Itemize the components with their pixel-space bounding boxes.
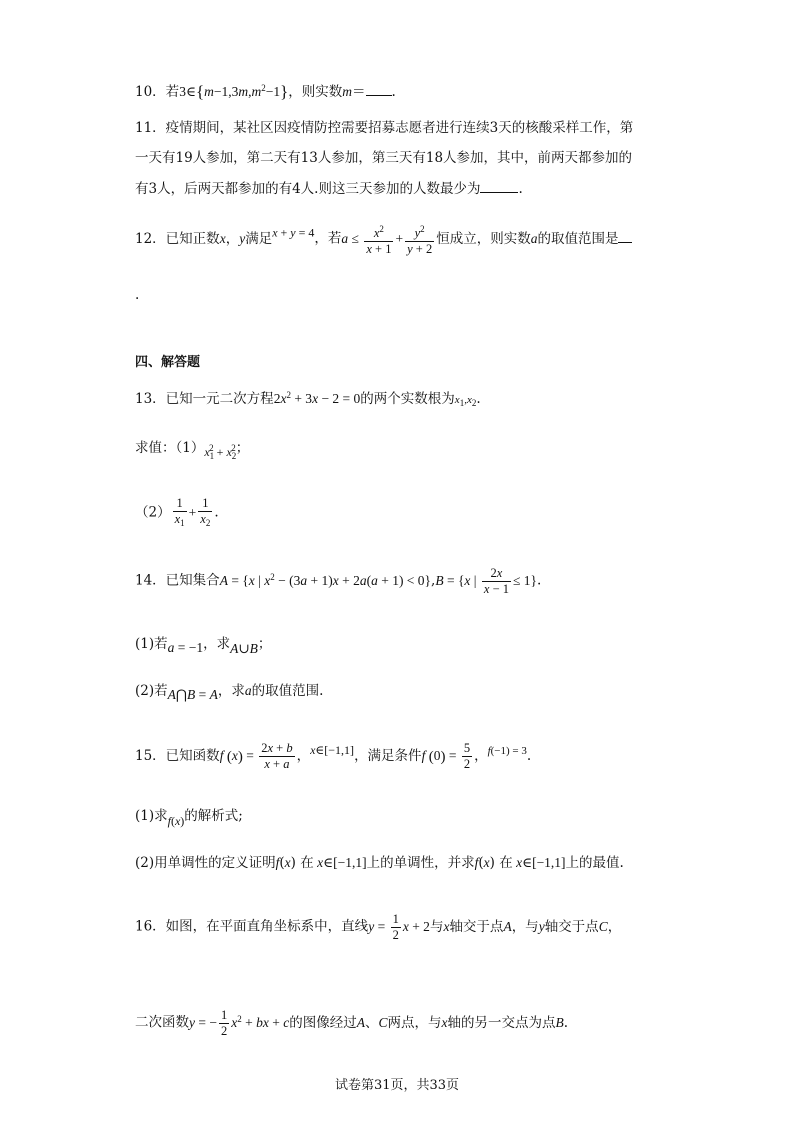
q15-part-2: (2)用单调性的定义证明f(x) 在 x∈[−1,1]上的单调性，并求f(x) 在 x∈[−1,1]上的最值. <box>135 855 624 871</box>
q13-part-2-end: . <box>214 504 219 521</box>
q13-part-1-expr: $x_1^2 + x_2^2$ <box>204 443 237 461</box>
q15-stem-b: ，满足条件 <box>354 748 422 764</box>
q14-p1-expr: A∪B <box>230 641 258 656</box>
q13-part-2 <box>135 496 219 531</box>
question-16-line-2 <box>135 1008 568 1039</box>
q10-number: 10．若 <box>135 84 180 100</box>
q15-stem-end: . <box>526 748 532 764</box>
q14-p2-b: ，求a的取值范围. <box>217 683 324 699</box>
q13-stem-b: 的两个实数根为 <box>360 391 455 407</box>
q11-line-3-text: 有3人，后两天都参加的有4人.则这三天参加的人数最少为 <box>135 181 481 197</box>
q14-set-a: A = {x | $x^2 - (3a + 1)x + 2a(a + 1) < 0$} <box>219 571 432 588</box>
q14-part-2 <box>135 681 323 705</box>
question-12 <box>135 222 632 257</box>
question-10 <box>135 78 396 102</box>
q13-stem-c: . <box>476 391 481 407</box>
q11-line-3-end: . <box>518 181 523 197</box>
q10-tail: ，则实数m＝ <box>288 84 366 100</box>
q12-text-b: ，若 <box>314 230 342 247</box>
q14-stem-end: . <box>537 572 542 589</box>
q15-p1-a: (1)求 <box>135 808 168 824</box>
q16-line-1-a: 16．如图，在平面直角坐标系中，直线 <box>135 918 369 935</box>
section-heading: 四、解答题 <box>135 355 201 370</box>
q14-p1-end: ； <box>257 636 272 652</box>
question-13 <box>135 385 481 413</box>
q10-end: . <box>391 84 396 100</box>
q15-p1-b: 的解析式; <box>184 808 243 824</box>
question-16-line-1 <box>135 912 621 943</box>
q13-part-1-label: 求值：（1） <box>135 440 205 456</box>
q13-roots: $x_1,x_2$ <box>454 394 477 408</box>
q16-quadratic-equation: y = − $\frac{1}{2}$ $x^2$ + bx + c <box>189 1008 290 1038</box>
q15-part-1 <box>135 806 243 831</box>
q16-line-2-b: 的图像经过A、C两点，与x轴的另一交点为点B. <box>289 1014 569 1031</box>
question-14: 14．已知集合A = {x | $x^2 - (3a + 1)x + 2a(a + 1) < 0\},B = \{x$ | $\frac{2x}{x - 1}$ ≤ 1}. <box>135 566 542 596</box>
q11-line-1: 11．疫情期间，某社区因疫情防控需要招募志愿者进行连续3天的核酸采样工作，第 <box>135 120 634 136</box>
q13-part-2-expr: $\frac{1}{x_1}$ + $\frac{1}{x_2}$ <box>174 496 211 528</box>
question-15: 15．已知函数f (x) = $\frac{2x + b}{x + a}$ ，x∈[−1,1]，满足条件f (0) = $\frac{5}{2}$ ，$^{f(-1) = 3}$. <box>135 741 532 772</box>
q13-stem-a: 13．已知一元二次方程 <box>135 391 274 407</box>
q12-condition: x + y = 4 <box>272 225 315 240</box>
q14-p2-a: (2)若 <box>135 683 168 699</box>
q15-domain: x∈[−1,1] <box>310 743 355 757</box>
q14-p2-cond: A⋂B = A <box>167 687 218 702</box>
q13-equation: $2x^2 + 3x - 2 = 0$ <box>273 390 361 406</box>
q14-part-1 <box>135 634 271 659</box>
page-footer: 试卷第31页，共33页 <box>334 1078 460 1093</box>
q14-p1-b: ，求 <box>203 636 231 652</box>
q11-line-2: 一天有19人参加，第二天有13人参加，第三天有18人参加，其中，前两天都参加的 <box>135 150 633 166</box>
q16-line-2-a: 二次函数 <box>135 1014 189 1031</box>
q14-p1-a: (1)若 <box>135 636 168 652</box>
q15-p1-expr: f(x) <box>167 814 185 828</box>
q12-text-a: 12．已知正数x，y满足 <box>135 230 273 247</box>
q13-part-1-end: ； <box>235 440 250 456</box>
q14-stem-a: 14．已知集合 <box>135 572 220 589</box>
q12-inequality: a ≤ $\frac{x^2}{x + 1}$ + $\frac{y^2}{y + 2}$ <box>341 224 433 256</box>
q14-p1-cond: a = −1 <box>167 640 204 655</box>
q13-part-2-label: （2） <box>135 504 171 521</box>
q15-function: f (x) = $\frac{2x + b}{x + a}$ <box>219 741 293 772</box>
q12-continuation: . <box>135 287 140 303</box>
q10-set-math: $3\in\{m-1,3m,m^2-1\}$ <box>179 82 289 101</box>
q12-text-c: 恒成立，则实数a的取值范围是 <box>436 230 619 247</box>
q15-cond-1: f (0) = $\frac{5}{2}$ <box>421 741 471 772</box>
q15-cond-2: f(−1) = 3 <box>487 745 527 757</box>
q12-answer-blank[interactable] <box>618 230 632 243</box>
q14-set-b: B = {x | $\frac{2x}{x - 1}$ ≤ 1} <box>435 566 538 596</box>
q16-line-1-b: 与x轴交于点A，与y轴交于点C， <box>429 918 622 935</box>
q10-answer-blank[interactable] <box>366 83 392 96</box>
q11-line-3 <box>135 179 523 199</box>
q11-answer-blank[interactable] <box>480 180 518 193</box>
q16-line-equation: y = $\frac{1}{2}$ x + 2 <box>368 912 430 942</box>
q15-stem-a: 15．已知函数 <box>135 748 220 764</box>
q13-part-1 <box>135 438 249 466</box>
